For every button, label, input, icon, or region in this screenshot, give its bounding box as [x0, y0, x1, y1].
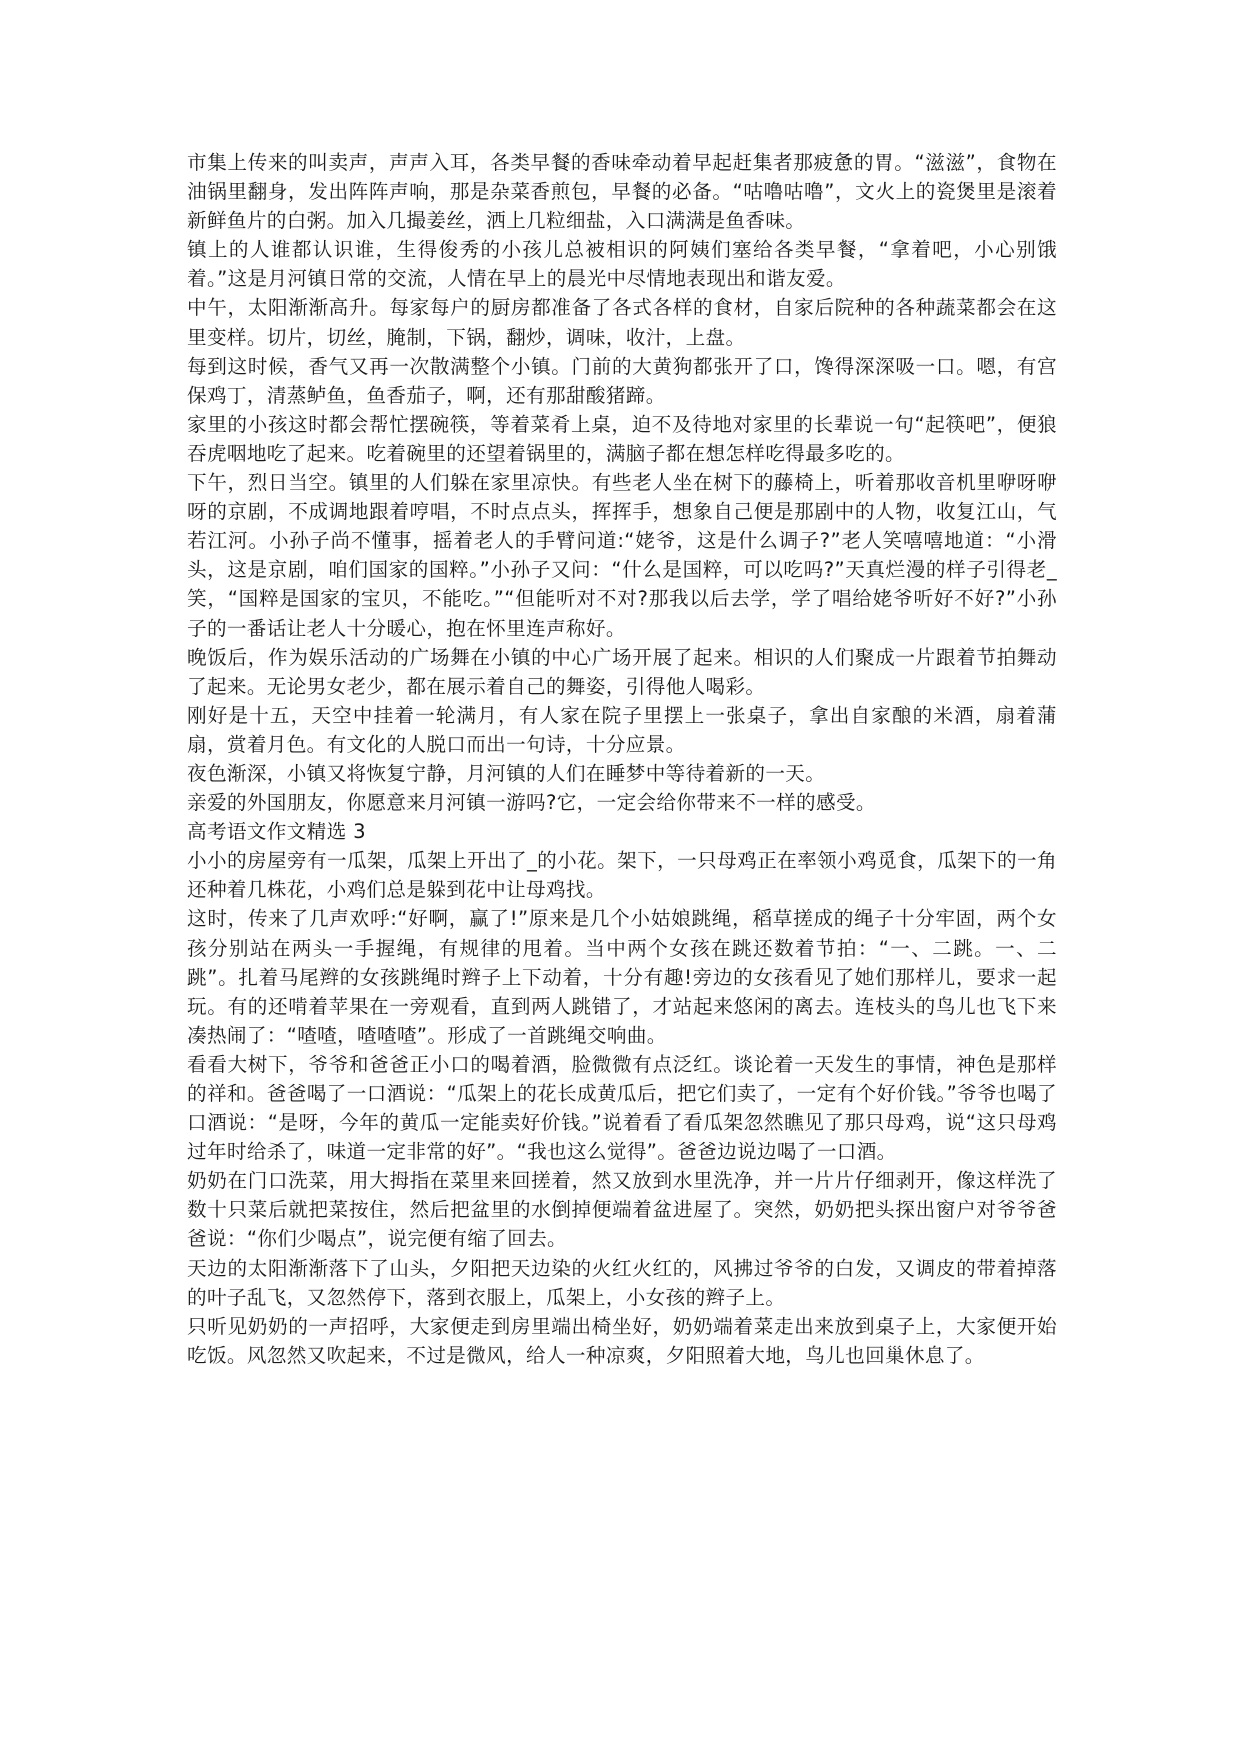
paragraph: 市集上传来的叫卖声，声声入耳，各类早餐的香味牵动着早起赶集者那疲惫的胃。“滋滋”，食物在油锅里翻身，发出阵阵声响，那是杂菜香煎包，早餐的必备。“咕噜咕噜”，文火上的瓷煲里是滚着新鲜鱼片的白粥。加入几撮姜丝，洒上几粒细盐，入口满满是鱼香味。 [187, 151, 1057, 233]
paragraph: 夜色渐深，小镇又将恢复宁静，月河镇的人们在睡梦中等待着新的一天。 [187, 761, 826, 785]
paragraph: 下午，烈日当空。镇里的人们躲在家里凉快。有些老人坐在树下的藤椅上，听着那收音机里咿呀咿呀的京剧，不成调地跟着哼唱，不时点点头，挥挥手，想象自己便是那剧中的人物，收复江山，气若江河。小孙子尚不懂事，摇着老人的手臂问道:“姥爷，这是什么调子?”老人笑嘻嘻地道：“小滑头，这是京剧，咱们国家的国粹。”小孙子又问：“什么是国粹，可以吃吗?”天真烂漫的样子引得老_笑，“国粹是国家的宝贝，不能吃。”“但能听对不对?那我以后去学，学了唱给姥爷听好不好?”小孙子的一番话让老人十分暖心，抱在怀里连声称好。 [187, 471, 1057, 640]
paragraph: 每到这时候，香气又再一次散满整个小镇。门前的大黄狗都张开了口，馋得深深吸一口。嗯，有宫保鸡丁，清蒸鲈鱼，鱼香茄子，啊，还有那甜酸猪蹄。 [187, 354, 1057, 407]
paragraph: 晚饭后，作为娱乐活动的广场舞在小镇的中心广场开展了起来。相识的人们聚成一片跟着节拍舞动了起来。无论男女老少，都在展示着自己的舞姿，引得他人喝彩。 [187, 645, 1057, 698]
paragraph: 镇上的人谁都认识谁，生得俊秀的小孩儿总被相识的阿姨们塞给各类早餐，“拿着吧，小心别饿着。”这是月河镇日常的交流，人情在早上的晨光中尽情地表现出和谐友爱。 [187, 238, 1057, 291]
section-title: 高考语文作文精选 3 [187, 820, 366, 844]
paragraph: 中午，太阳渐渐高升。每家每户的厨房都准备了各式各样的食材，自家后院种的各种蔬菜都会在这里变样。切片，切丝，腌制，下锅，翻炒，调味，收汁，上盘。 [187, 296, 1057, 349]
paragraph: 这时，传来了几声欢呼:“好啊，赢了!”原来是几个小姑娘跳绳，稻草搓成的绳子十分牢固，两个女孩分别站在两头一手握绳，有规律的甩着。当中两个女孩在跳还数着节拍：“一、二跳。一、二跳”。扎着马尾辫的女孩跳绳时辫子上下动着，十分有趣!旁边的女孩看见了她们那样儿，要求一起玩。有的还啃着苹果在一旁观看，直到两人跳错了，才站起来悠闲的离去。连枝头的鸟儿也飞下来凑热闹了：“喳喳，喳喳喳”。形成了一首跳绳交响曲。 [187, 907, 1057, 1047]
paragraph: 天边的太阳渐渐落下了山头，夕阳把天边染的火红火红的，风拂过爷爷的白发，又调皮的带着掉落的叶子乱飞，又忽然停下，落到衣服上，瓜架上，小女孩的辫子上。 [187, 1256, 1057, 1309]
paragraph: 亲爱的外国朋友，你愿意来月河镇一游吗?它，一定会给你带来不一样的感受。 [187, 791, 876, 815]
paragraph: 看看大树下，爷爷和爸爸正小口的喝着酒，脸微微有点泛红。谈论着一天发生的事情，神色是那样的祥和。爸爸喝了一口酒说：“瓜架上的花长成黄瓜后，把它们卖了，一定有个好价钱。”爷爷也喝了口酒说：“是呀，今年的黄瓜一定能卖好价钱。”说着看了看瓜架忽然瞧见了那只母鸡，说“这只母鸡过年时给杀了，味道一定非常的好”。“我也这么觉得”。爸爸边说边喝了一口酒。 [187, 1052, 1057, 1164]
paragraph: 家里的小孩这时都会帮忙摆碗筷，等着菜肴上桌，迫不及待地对家里的长辈说一句“起筷吧”，便狼吞虎咽地吃了起来。吃着碗里的还望着锅里的，满脑子都在想怎样吃得最多吃的。 [187, 412, 1057, 465]
paragraph: 刚好是十五，天空中挂着一轮满月，有人家在院子里摆上一张桌子，拿出自家酿的米酒，扇着蒲扇，赏着月色。有文化的人脱口而出一句诗，十分应景。 [187, 703, 1057, 756]
article-body [187, 148, 1057, 1370]
paragraph: 奶奶在门口洗菜，用大拇指在菜里来回搓着，然又放到水里洗净，并一片片仔细剥开，像这样洗了数十只菜后就把菜按住，然后把盆里的水倒掉便端着盆进屋了。突然，奶奶把头探出窗户对爷爷爸爸说：“你们少喝点”，说完便有缩了回去。 [187, 1169, 1057, 1251]
paragraph: 小小的房屋旁有一瓜架，瓜架上开出了_的小花。架下，一只母鸡正在率领小鸡觅食，瓜架下的一角还种着几株花，小鸡们总是躲到花中让母鸡找。 [187, 849, 1057, 902]
paragraph: 只听见奶奶的一声招呼，大家便走到房里端出椅坐好，奶奶端着菜走出来放到桌子上，大家便开始吃饭。风忽然又吹起来，不过是微风，给人一种凉爽，夕阳照着大地，鸟儿也回巢休息了。 [187, 1314, 1057, 1367]
